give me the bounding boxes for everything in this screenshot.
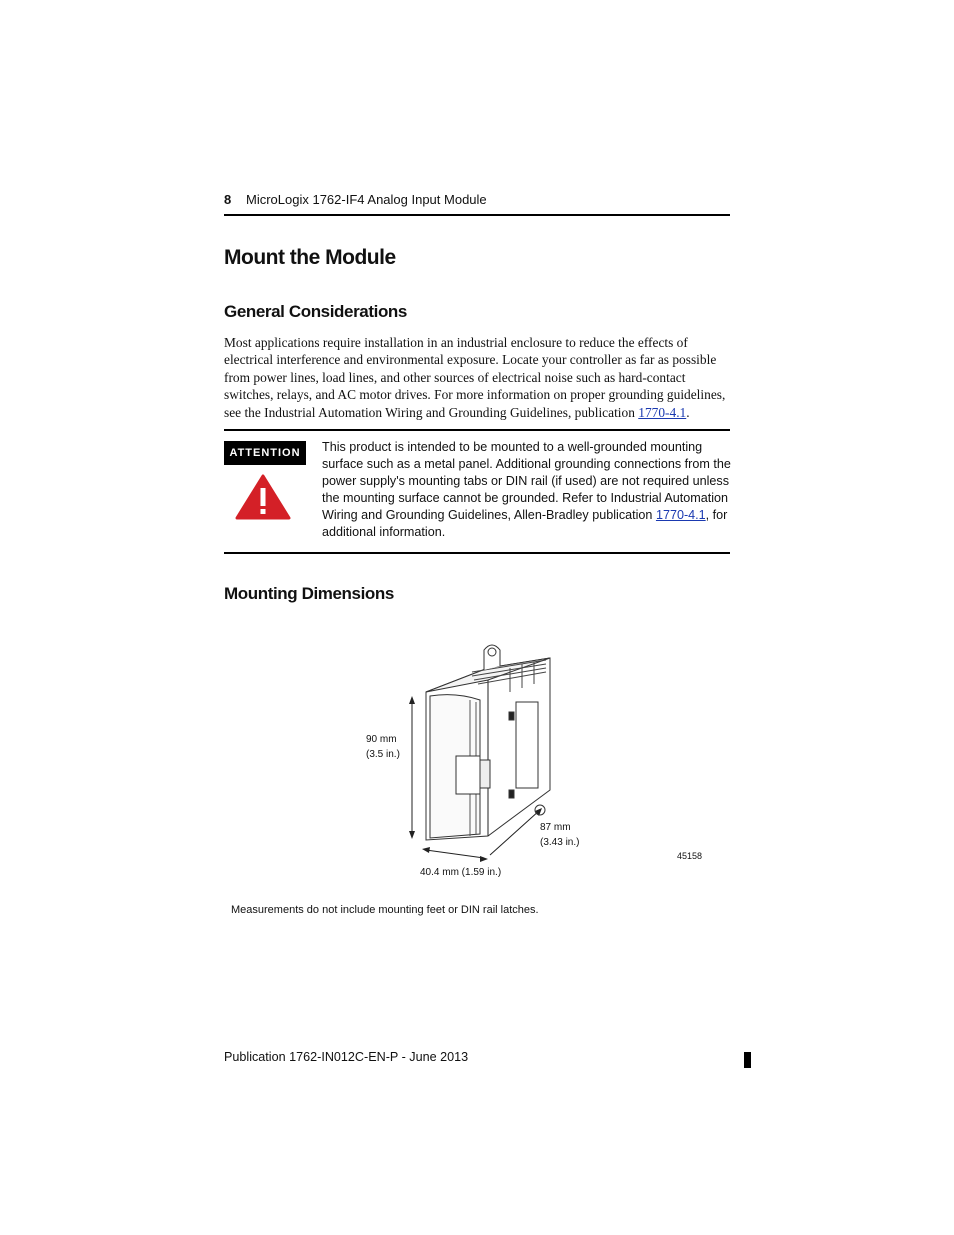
figure-caption: Measurements do not include mounting feet or DIN rail latches. bbox=[231, 904, 539, 916]
figure-id: 45158 bbox=[677, 851, 703, 861]
thumb-tab-marker bbox=[744, 1052, 751, 1068]
depth-label-in: (3.43 in.) bbox=[540, 837, 580, 848]
module-dimension-drawing bbox=[360, 630, 720, 890]
width-label: 40.4 mm (1.59 in.) bbox=[420, 867, 502, 878]
general-considerations-paragraph bbox=[224, 334, 732, 421]
height-label-mm: 90 mm bbox=[366, 734, 397, 745]
section-title: Mount the Module bbox=[224, 246, 396, 269]
paragraph-text: Most applications require installation in an industrial enclosure to reduce the effects of electrical interference and environmental exposure. Locate your controller as far as possible from power lines, load lines, and other sources of electrical noise such as hard-contact switches, relays, and AC motor drives. For more information on proper grounding guidelines, see the Industrial Automation Wiring and Grounding Guidelines, publication bbox=[224, 335, 726, 420]
height-label-in: (3.5 in.) bbox=[366, 749, 400, 760]
page-number: 8 bbox=[224, 192, 232, 207]
running-title: MicroLogix 1762-IF4 Analog Input Module bbox=[246, 192, 487, 207]
attention-publication-link[interactable]: 1770-4.1 bbox=[655, 508, 706, 522]
depth-label bbox=[540, 820, 579, 850]
attention-rule-top bbox=[224, 429, 730, 431]
warning-triangle-icon bbox=[234, 473, 292, 521]
attention-body-end: , for additional information. bbox=[322, 508, 728, 539]
mounting-tab bbox=[484, 645, 500, 670]
general-considerations-heading: General Considerations bbox=[224, 302, 407, 321]
publication-footer: Publication 1762-IN012C-EN-P - June 2013 bbox=[224, 1050, 469, 1064]
attention-label: ATTENTION bbox=[224, 441, 306, 465]
paragraph-end: . bbox=[686, 404, 690, 420]
width-dimension-line bbox=[426, 850, 484, 858]
publication-link[interactable]: 1770-4.1 bbox=[638, 404, 687, 420]
mounting-dimensions-heading: Mounting Dimensions bbox=[224, 584, 394, 603]
attention-body: This product is intended to be mounted to a well-grounded mounting surface such as a metal panel. Additional grounding connections from the power supply's mounting tabs or DIN rail (if used) are not required unless the mounting surface cannot be grounded. Refer to Industrial Automation Wiring and Grounding Guidelines, Allen-Bradley publication bbox=[322, 440, 731, 522]
attention-rule-bottom bbox=[224, 552, 730, 554]
attention-text bbox=[322, 439, 732, 541]
depth-label-mm: 87 mm bbox=[540, 822, 571, 833]
header-rule bbox=[224, 214, 730, 216]
height-label bbox=[366, 732, 400, 762]
